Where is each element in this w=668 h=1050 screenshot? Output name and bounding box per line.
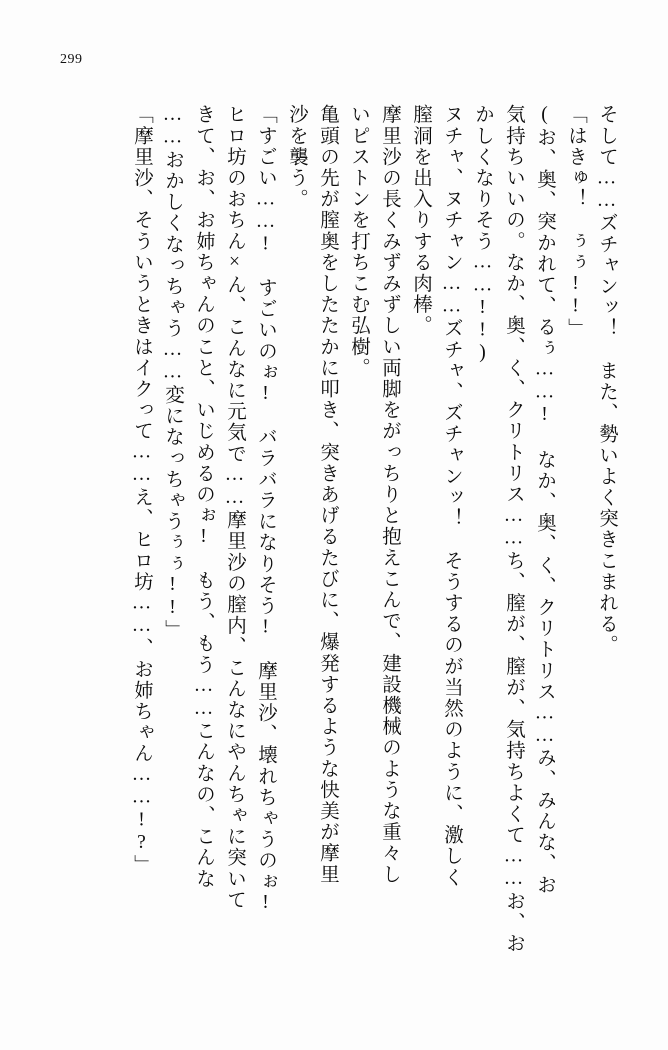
text-line: 亀頭の先が膣奥をしたたかに叩き、突きあげるたびに、爆発するような快美が摩里 (317, 104, 338, 885)
text-line: 「すごい……! すごいのぉ! バラバラになりそう! 摩里沙、壊れちゃうのぉ! (255, 104, 276, 915)
text-line: (お、奥、突かれて、るぅ……! なか、奥、く、クリトリス……み、みんな、お (534, 104, 555, 896)
text-line: 気持ちいいの。なか、奥、く、クリトリス……ち、膣が、膣が、気持ちよくて……お、お (503, 104, 524, 954)
text-line: かしくなりそう……!!) (472, 104, 493, 365)
text-line: ヌチャ、ヌチャン……ズチャ、ズチャンッ！ そうするのが当然のように、激しく (441, 104, 462, 888)
page-number: 299 (60, 52, 83, 67)
text-line: そして……ズチャンッ！ また、勢いよく突きこまれる。 (596, 104, 617, 656)
text-line: きて、お、お姉ちゃんのこと、いじめるのぉ! もう、もう……こんなの、こんな (193, 104, 214, 890)
text-line: 「摩里沙、そういうときはイクって……え、ヒロ坊……、お姉ちゃん……!?」 (131, 104, 152, 876)
text-line: 沙を襲う。 (286, 104, 307, 210)
text-line: いピストンを打ちこむ弘樹。 (348, 104, 369, 379)
vertical-text-block (52, 104, 616, 974)
text-line: ……おかしくなっちゃう……変になっちゃうぅぅ!!」 (162, 104, 183, 641)
text-line: 膣洞を出入りする肉棒。 (410, 104, 431, 337)
text-line: 「はきゅ！ ぅぅ!!」 (565, 104, 586, 340)
text-line: ヒロ坊のおちん×ん、こんなに元気で……摩里沙の膣内、こんなにやんちゃに突いて (224, 104, 245, 911)
text-line: 摩里沙の長くみずみずしい両脚をがっちりと抱えこんで、建設機械のような重々し (379, 104, 400, 885)
